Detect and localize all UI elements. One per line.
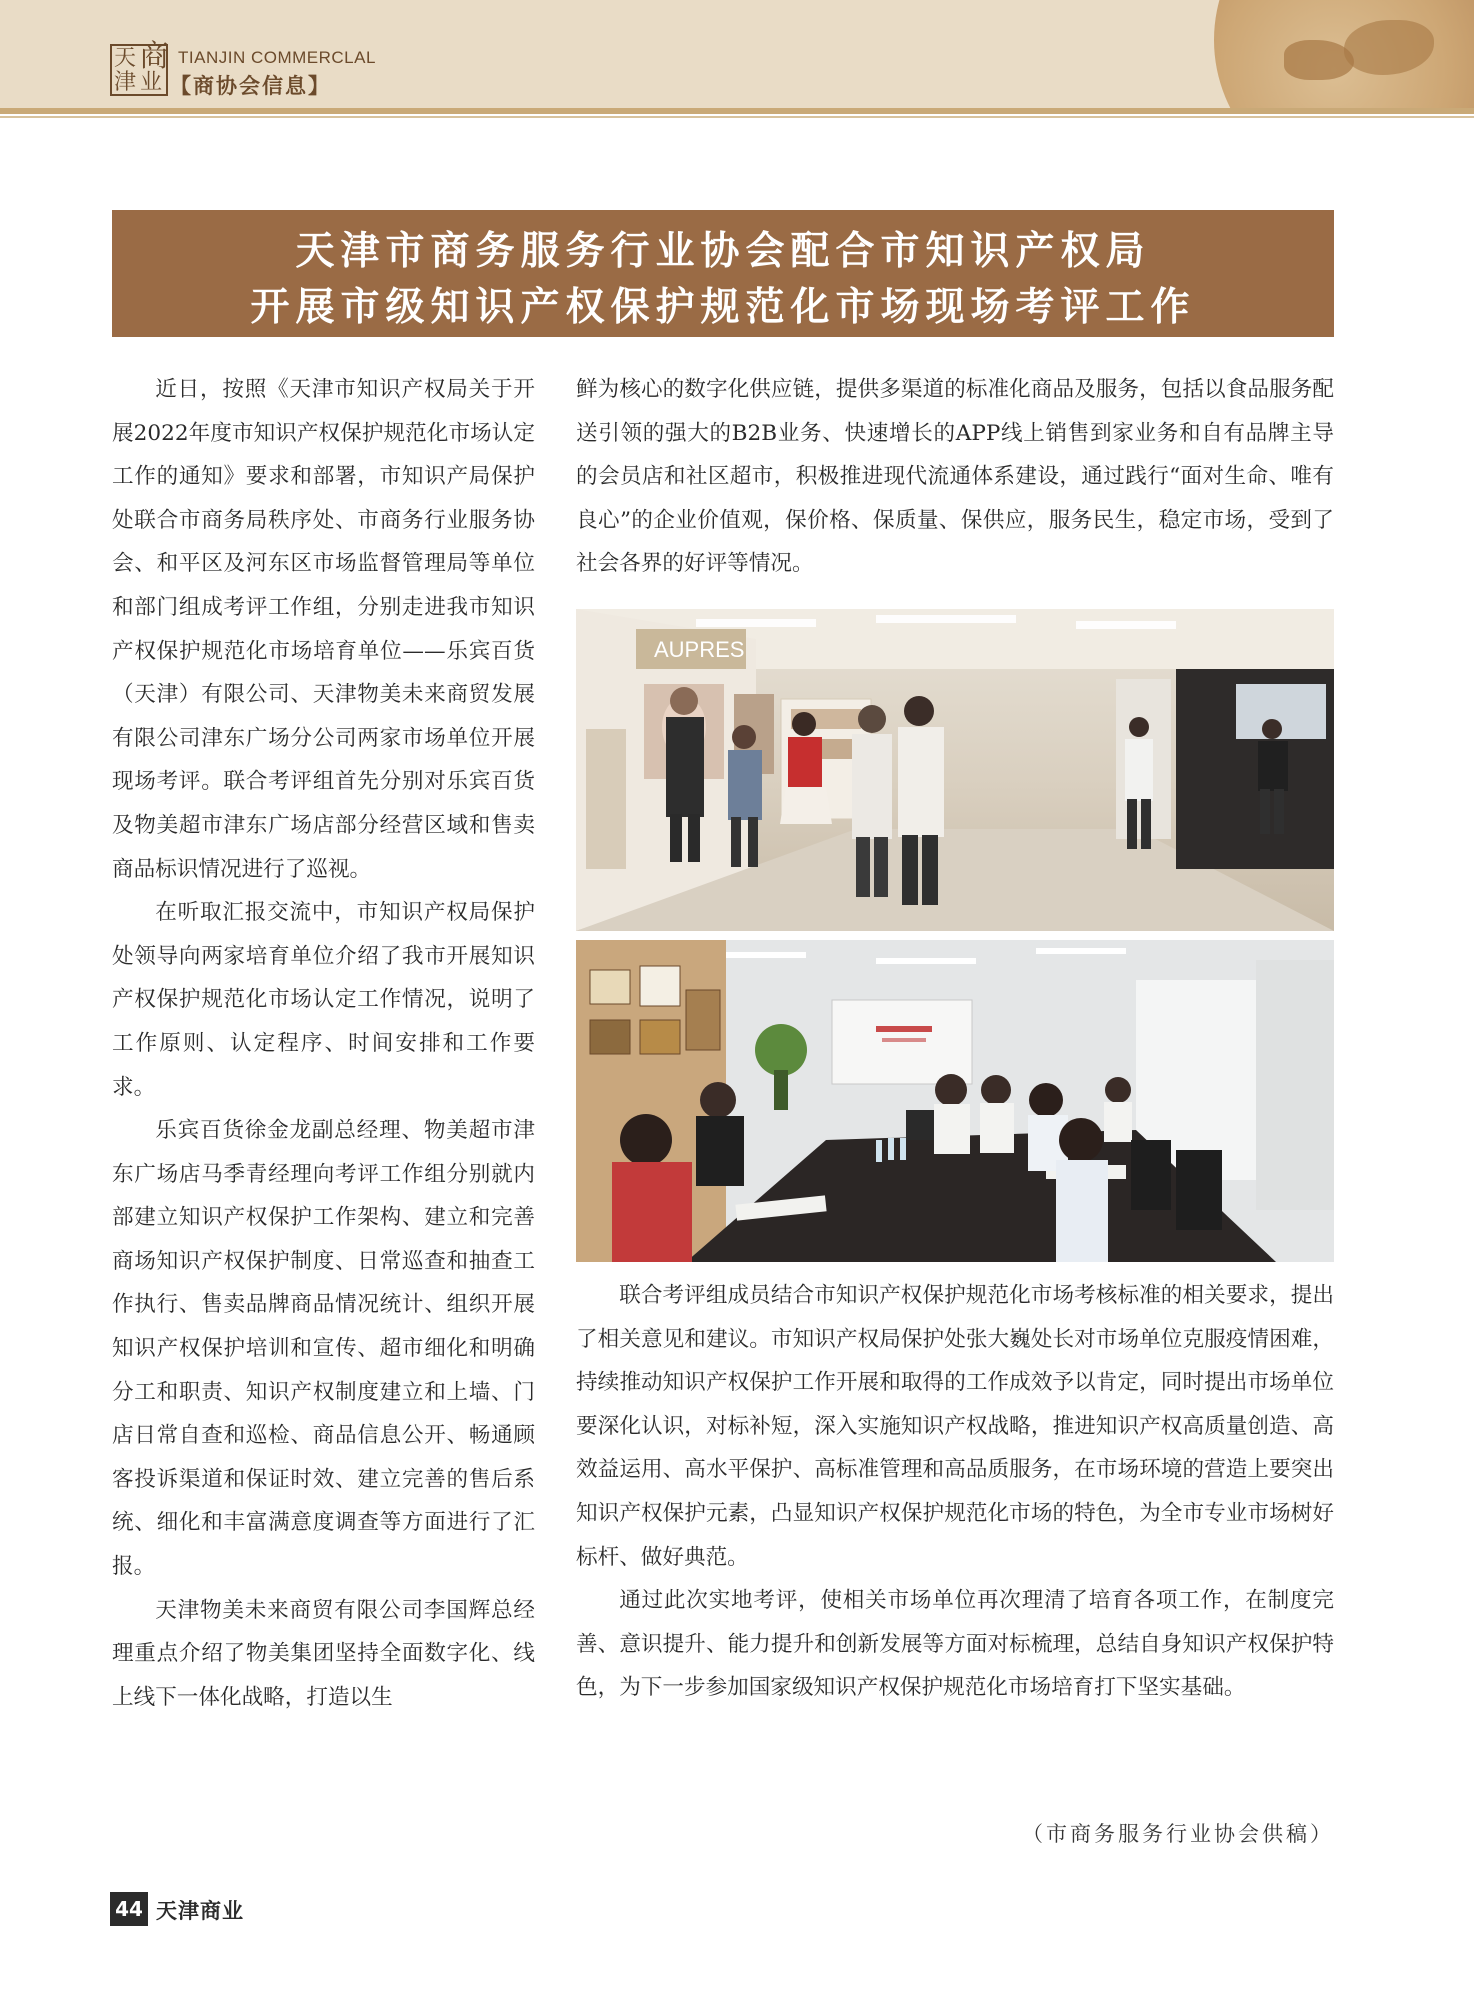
magazine-logo xyxy=(110,39,169,96)
logo-char: 商 xyxy=(139,39,169,74)
body-paragraph: 联合考评组成员结合市知识产权保护规范化市场考核标准的相关要求，提出了相关意见和建议。市知识产权局保护处张大巍处长对市场单位克服疫情困难，持续推动知识产权保护工作开展和取得的工作成效予以肯定，同时提出市场单位要深化认识，对标补短，深入实施知识产权战略，推进知识产权高质量创造、高效益运用、高水平保护、高标准管理和高品质服务，在市场环境的营造上要突出知识产权保护元素，凸显知识产权保护规范化市场的特色，为全市专业市场树好标杆、做好典范。 xyxy=(576,1283,1334,1570)
page-header xyxy=(0,0,1474,108)
photo-meeting-illustration xyxy=(576,940,1334,1262)
body-paragraph: 天津物美未来商贸有限公司李国辉总经理重点介绍了物美集团坚持全面数字化、线上线下一体化战略，打造以生 xyxy=(112,1597,535,1710)
logo-char: 天 xyxy=(114,46,137,71)
photo-store-inspection xyxy=(576,609,1334,931)
right-column-top xyxy=(576,368,1334,586)
body-paragraph: 通过此次实地考评，使相关市场单位再次理清了培育各项工作，在制度完善、意识提升、能力提升和创新发展等方面对标梳理，总结自身知识产权保护特色，为下一步参加国家级知识产权保护规范化市场培育打下坚实基础。 xyxy=(576,1588,1334,1701)
body-paragraph: 在听取汇报交流中，市知识产权局保护处领导向两家培育单位介绍了我市开展知识产权保护规范化市场认定工作情况，说明了工作原则、认定程序、时间安排和工作要求。 xyxy=(112,900,535,1100)
logo-char: 业 xyxy=(140,70,163,95)
body-paragraph: 乐宾百货徐金龙副总经理、物美超市津东广场店马季青经理向考评工作组分别就内部建立知识产权保护工作架构、建立和完善商场知识产权保护制度、日常巡查和抽查工作执行、售卖品牌商品情况统计、组织开展知识产权保护培训和宣传、超市细化和明确分工和职责、知识产权制度建立和上墙、门店日常自查和巡检、商品信息公开、畅通顾客投诉渠道和保证时效、建立完善的售后系统、细化和丰富满意度调查等方面进行了汇报。 xyxy=(112,1118,535,1580)
article-credit: （市商务服务行业协会供稿） xyxy=(1022,1822,1334,1846)
footer-magazine-title: 天津商业 xyxy=(156,1899,244,1923)
body-paragraph-continued: 鲜为核心的数字化供应链，提供多渠道的标准化商品及服务，包括以食品服务配送引领的强大的B2B业务、快速增长的APP线上销售到家业务和自有品牌主导的会员店和社区超市，积极推进现代流通体系建设，通过践行“面对生命、唯有良心”的企业价值观，保价格、保质量、保供应，服务民生，稳定市场，受到了社会各界的好评等情况。 xyxy=(576,377,1334,577)
header-divider xyxy=(0,108,1474,114)
logo-char: 津 xyxy=(114,70,137,95)
header-divider-thin xyxy=(0,116,1474,118)
page-number: 44 xyxy=(110,1892,148,1926)
article-title-banner xyxy=(112,210,1334,337)
body-paragraph: 近日，按照《天津市知识产权局关于开展2022年度市知识产权保护规范化市场认定工作的通知》要求和部署，市知识产局保护处联合市商务局秩序处、市商务行业服务协会、和平区及河东区市场监督管理局等单位和部门组成考评工作组，分别走进我市知识产权保护规范化市场培育单位——乐宾百货（天津）有限公司、天津物美未来商贸发展有限公司津东广场分公司两家市场单位开展现场考评。联合考评组首先分别对乐宾百货及物美超市津东广场店部分经营区域和售卖商品标识情况进行了巡视。 xyxy=(112,377,535,882)
photo-store-illustration xyxy=(576,609,1334,931)
section-label: 【商协会信息】 xyxy=(170,74,331,98)
store-sign-text: AUPRES xyxy=(654,637,745,662)
left-column xyxy=(112,368,535,1719)
photo-meeting-room xyxy=(576,940,1334,1262)
article-title-line-2: 开展市级知识产权保护规范化市场现场考评工作 xyxy=(250,285,1196,330)
article-title-line-1: 天津市商务服务行业协会配合市知识产权局 xyxy=(295,229,1151,274)
right-column-bottom xyxy=(576,1274,1334,1710)
brand-english-name: TIANJIN COMMERCLAL xyxy=(178,48,376,67)
